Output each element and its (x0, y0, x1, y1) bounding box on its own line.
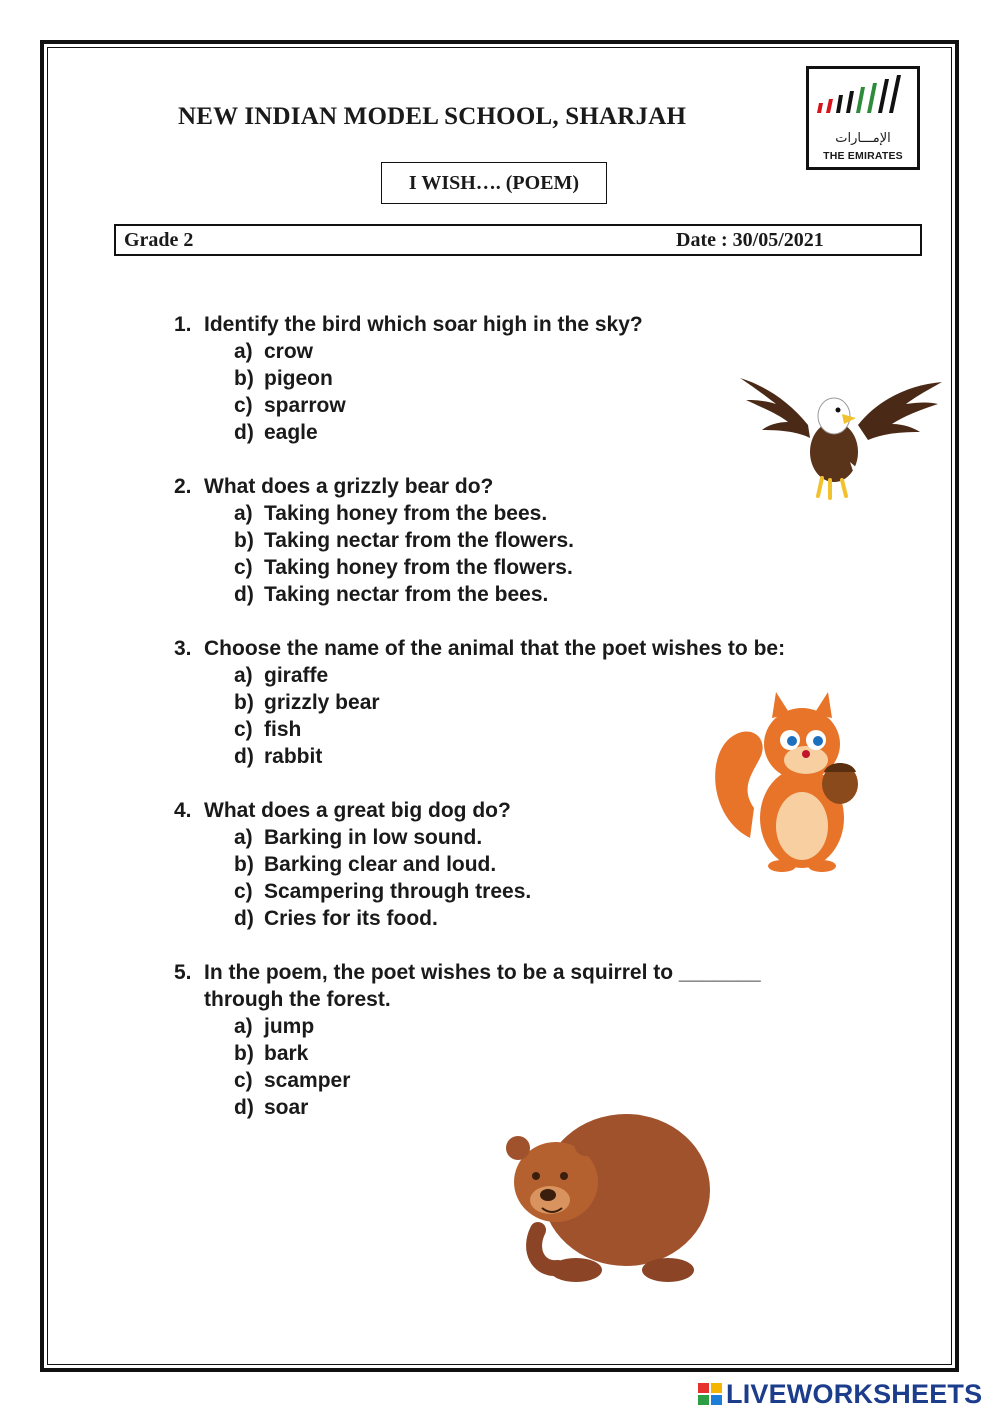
liveworksheets-logo[interactable] (697, 1378, 982, 1410)
grade-date-bar (114, 224, 922, 256)
question-5 (174, 959, 761, 1121)
worksheet-title-text: I WISH…. (POEM) (408, 171, 580, 194)
question-text: 3. Choose the name of the animal that the poet wishes to be: (174, 637, 786, 660)
option-c[interactable]: c) Taking honey from the flowers. (234, 556, 573, 579)
option-b[interactable]: b) pigeon (234, 367, 333, 390)
squirrel-icon (710, 688, 872, 878)
question-text: 5. In the poem, the poet wishes to be a squirrel to _______ (174, 961, 761, 984)
school-name: NEW INDIAN MODEL SCHOOL, SHARJAH (178, 103, 687, 130)
option-b[interactable]: b) grizzly bear (234, 691, 380, 714)
logo-arabic-text: الإمـــارات (835, 131, 891, 146)
bear-icon (498, 1100, 712, 1286)
option-c[interactable]: c) scamper (234, 1069, 351, 1092)
option-a[interactable]: a) crow (234, 340, 314, 363)
option-a[interactable]: a) jump (234, 1015, 315, 1038)
question-1 (174, 311, 643, 446)
question-text: 4. What does a great big dog do? (174, 799, 511, 822)
liveworksheets-logo-icon (697, 1382, 723, 1406)
option-d[interactable]: d) Cries for its food. (234, 907, 438, 930)
option-d[interactable]: d) eagle (234, 421, 318, 444)
option-a[interactable]: a) Taking honey from the bees. (234, 502, 548, 525)
option-c[interactable]: c) Scampering through trees. (234, 880, 532, 903)
question-text: 1. Identify the bird which soar high in the sky? (174, 313, 643, 336)
question-text: 2. What does a grizzly bear do? (174, 475, 494, 498)
date-label: Date : 30/05/2021 (676, 229, 824, 251)
option-c[interactable]: c) sparrow (234, 394, 346, 417)
grade-label: Grade 2 (124, 229, 194, 251)
eagle-icon (738, 370, 944, 502)
question-text-continued: through the forest. (204, 988, 391, 1011)
option-d[interactable]: d) rabbit (234, 745, 323, 768)
logo-english-text: THE EMIRATES (823, 150, 903, 162)
option-d[interactable]: d) Taking nectar from the bees. (234, 583, 549, 606)
emirates-logo (806, 66, 920, 170)
liveworksheets-brand-text: LIVEWORKSHEETS (726, 1378, 983, 1409)
option-d[interactable]: d) soar (234, 1096, 309, 1119)
question-2 (174, 473, 574, 608)
question-4 (174, 797, 531, 932)
question-3 (174, 635, 785, 770)
option-c[interactable]: c) fish (234, 718, 302, 741)
option-b[interactable]: b) bark (234, 1042, 309, 1065)
option-b[interactable]: b) Barking clear and loud. (234, 853, 497, 876)
option-a[interactable]: a) Barking in low sound. (234, 826, 483, 849)
emirates-logo-icon (809, 69, 917, 129)
option-a[interactable]: a) giraffe (234, 664, 329, 687)
option-b[interactable]: b) Taking nectar from the flowers. (234, 529, 575, 552)
worksheet-title (381, 162, 607, 204)
